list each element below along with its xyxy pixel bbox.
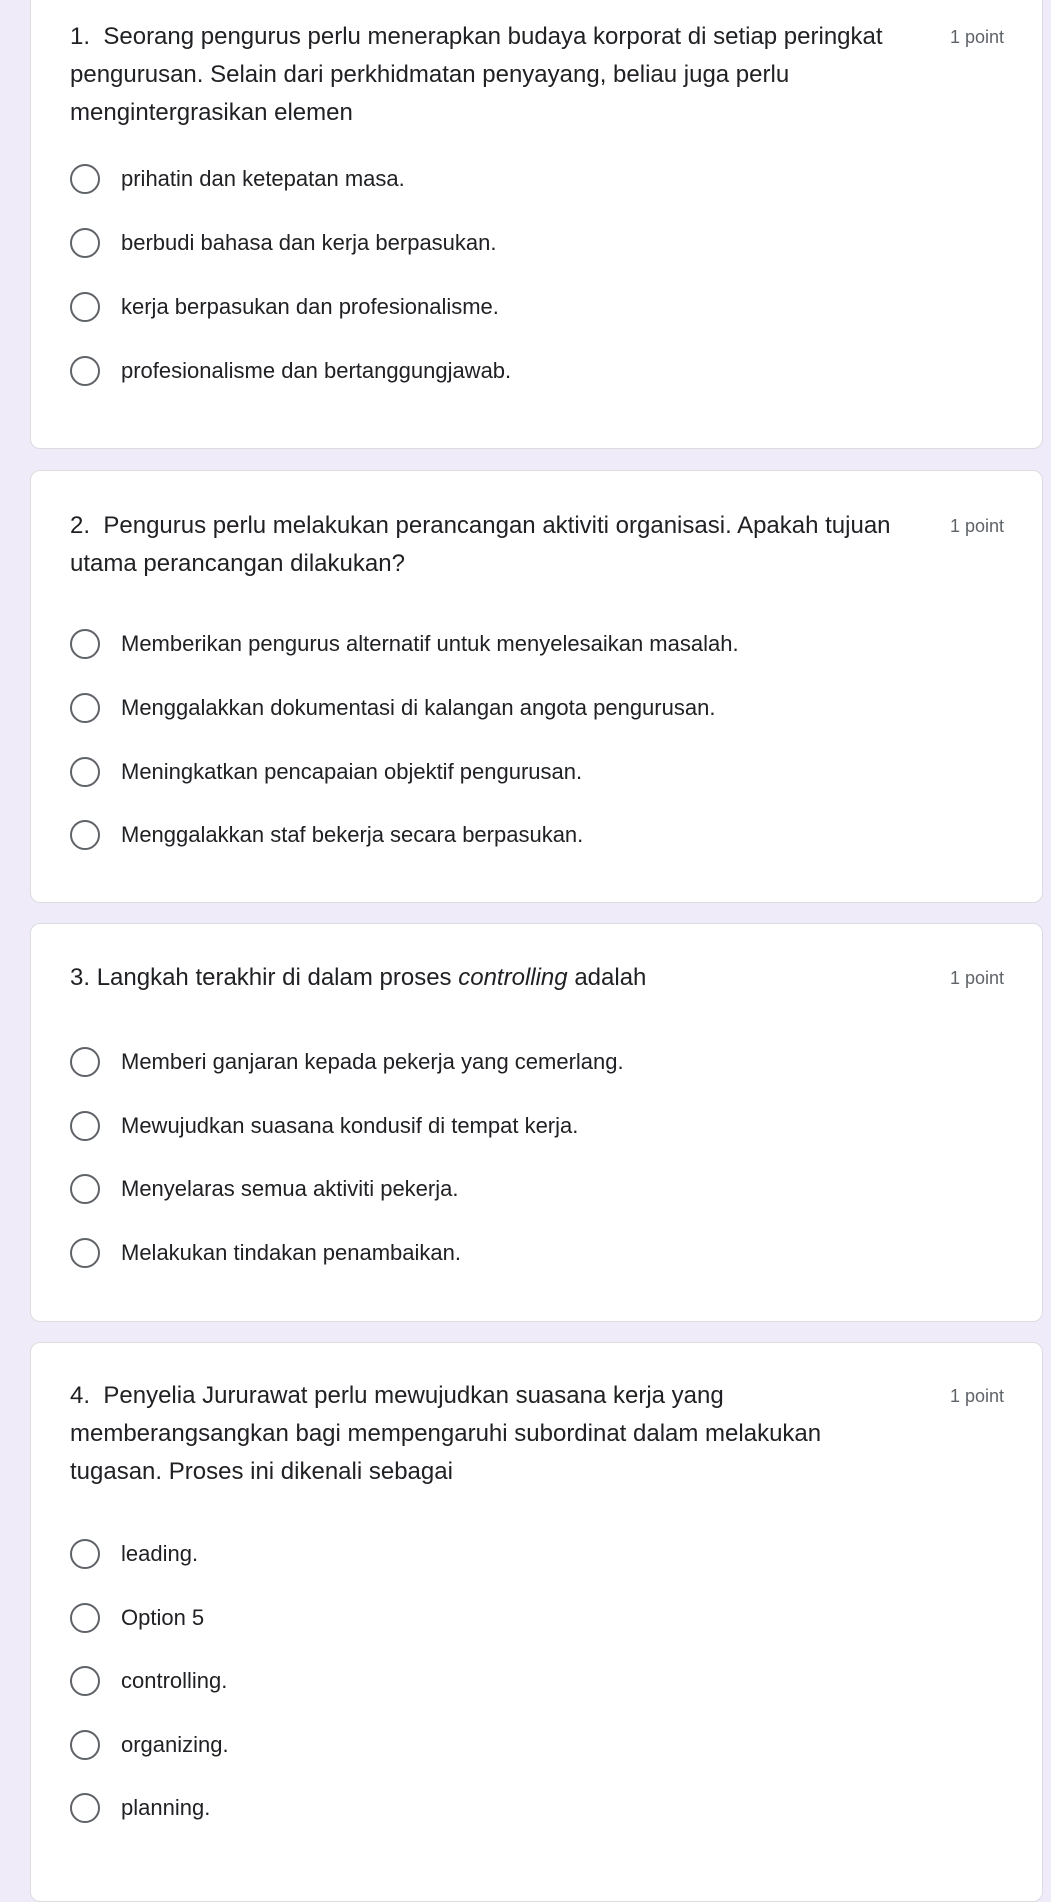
question-number: 3. [70, 964, 91, 991]
radio-button[interactable] [70, 1047, 100, 1077]
question-text-italic: controlling [458, 964, 568, 991]
question-title [70, 959, 1004, 997]
option-label: planning. [121, 1795, 211, 1820]
radio-button[interactable] [70, 629, 100, 659]
option-label: Memberi ganjaran kepada pekerja yang cemerlang. [121, 1049, 624, 1074]
option-label: Menggalakkan dokumentasi di kalangan angota pengurusan. [121, 695, 716, 720]
radio-button[interactable] [70, 164, 100, 194]
question-text: Langkah terakhir di dalam proses [96, 964, 452, 991]
answer-option[interactable] [31, 807, 1042, 863]
option-label: berbudi bahasa dan kerja berpasukan. [121, 230, 497, 255]
option-label: Meningkatkan pencapaian objektif pengurusan. [121, 759, 583, 784]
question-number: 1. [70, 23, 91, 50]
radio-button[interactable] [70, 292, 100, 322]
question-title [70, 18, 1000, 132]
question-title [70, 1377, 1015, 1491]
question-text: Seorang pengurus perlu menerapkan budaya korporat di setiap peringkat pengurusan. Selain dari perkhidmatan penyayang, beliau juga perlu mengintergrasikan elemen [70, 23, 883, 126]
answer-option[interactable] [31, 1780, 1042, 1836]
question-title [70, 507, 1004, 583]
option-label: Menggalakkan staf bekerja secara berpasukan. [121, 822, 584, 847]
radio-button[interactable] [70, 228, 100, 258]
question-text-end: adalah [574, 964, 647, 991]
option-label: controlling. [121, 1668, 228, 1693]
answer-option[interactable] [31, 151, 1042, 207]
question-points: 1 point [949, 1386, 1004, 1406]
answer-option[interactable] [31, 1653, 1042, 1709]
question-number: 4. [70, 1382, 91, 1409]
answer-option[interactable] [31, 1717, 1042, 1773]
option-label: leading. [121, 1541, 199, 1566]
answer-option[interactable] [31, 1034, 1042, 1090]
option-label: prihatin dan ketepatan masa. [121, 166, 405, 191]
question-header [70, 1377, 1004, 1491]
question-card-2 [30, 470, 1043, 903]
option-label: organizing. [121, 1732, 229, 1757]
question-card-4 [30, 1342, 1043, 1902]
answer-option[interactable] [31, 744, 1042, 800]
question-header [70, 18, 1004, 132]
question-header [70, 959, 1004, 997]
radio-button[interactable] [70, 820, 100, 850]
radio-button[interactable] [70, 356, 100, 386]
radio-button[interactable] [70, 1730, 100, 1760]
question-points: 1 point [949, 968, 1004, 988]
question-header [70, 507, 1004, 583]
option-label: Melakukan tindakan penambaikan. [121, 1240, 462, 1265]
radio-button[interactable] [70, 757, 100, 787]
option-label: kerja berpasukan dan profesionalisme. [121, 294, 499, 319]
option-label: Mewujudkan suasana kondusif di tempat kerja. [121, 1113, 579, 1138]
answer-option[interactable] [31, 279, 1042, 335]
radio-button[interactable] [70, 1603, 100, 1633]
answer-option[interactable] [31, 1098, 1042, 1154]
question-text: Pengurus perlu melakukan perancangan aktiviti organisasi. Apakah tujuan utama perancangan dilakukan? [70, 512, 891, 577]
answer-option[interactable] [31, 1161, 1042, 1217]
question-card-1 [30, 0, 1043, 449]
radio-button[interactable] [70, 1539, 100, 1569]
question-card-3 [30, 923, 1043, 1322]
radio-button[interactable] [70, 1238, 100, 1268]
radio-button[interactable] [70, 693, 100, 723]
answer-option[interactable] [31, 343, 1042, 399]
option-label: Option 5 [121, 1605, 205, 1630]
question-points: 1 point [949, 516, 1004, 536]
answer-option[interactable] [31, 616, 1042, 672]
option-label: profesionalisme dan bertanggungjawab. [121, 358, 512, 383]
radio-button[interactable] [70, 1174, 100, 1204]
answer-option[interactable] [31, 1590, 1042, 1646]
option-label: Menyelaras semua aktiviti pekerja. [121, 1176, 459, 1201]
answer-option[interactable] [31, 215, 1042, 271]
answer-option[interactable] [31, 680, 1042, 736]
option-label: Memberikan pengurus alternatif untuk menyelesaikan masalah. [121, 631, 739, 656]
question-text: Penyelia Jururawat perlu mewujudkan suasana kerja yang memberangsangkan bagi mempengaruhi subordinat dalam melakukan tugasan. Proses ini dikenali sebagai [70, 1382, 822, 1485]
question-points: 1 point [949, 27, 1004, 47]
question-number: 2. [70, 512, 91, 539]
radio-button[interactable] [70, 1666, 100, 1696]
radio-button[interactable] [70, 1793, 100, 1823]
radio-button[interactable] [70, 1111, 100, 1141]
answer-option[interactable] [31, 1526, 1042, 1582]
answer-option[interactable] [31, 1225, 1042, 1281]
